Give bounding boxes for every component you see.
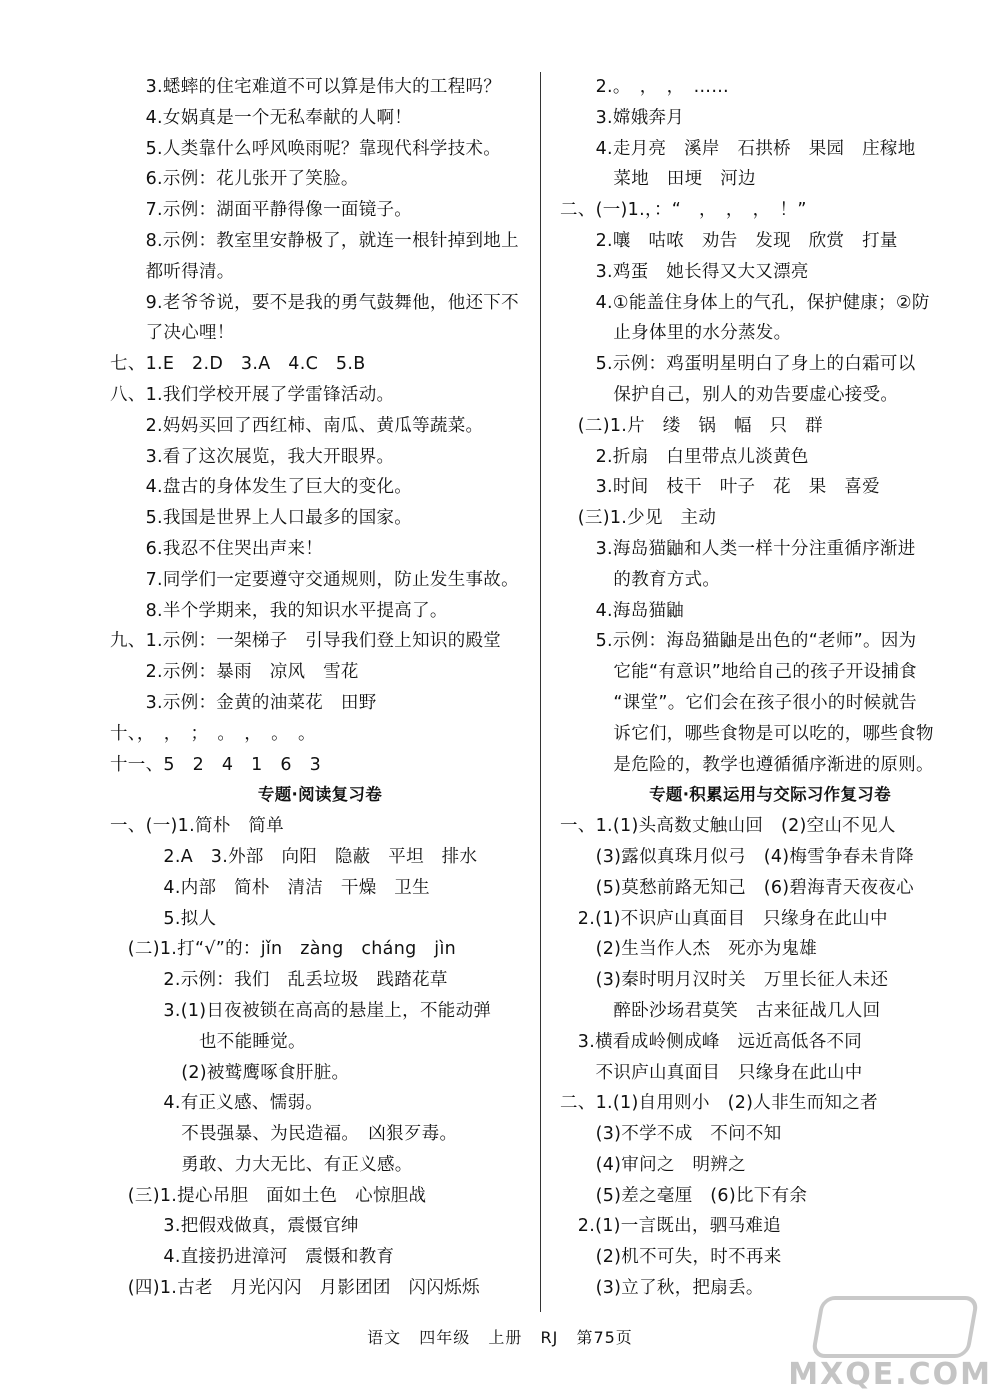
answer-line: (3)秦时明月汉时关 万里长征人未还 <box>560 970 889 991</box>
answer-line: 它能“有意识”地给自己的孩子开设捕食 <box>560 662 917 683</box>
answer-line: 4.①能盖住身体上的气孔，保护健康；②防 <box>560 292 930 313</box>
answer-line: 保护自己，别人的劝告要虚心接受。 <box>560 384 899 405</box>
answer-line: (3)露似真珠月似弓 (4)梅雪争春未肯降 <box>560 846 914 867</box>
answer-line: 5.我国是世界上人口最多的国家。 <box>110 508 413 529</box>
answer-line: (5)差之毫厘 (6)比下有余 <box>560 1185 808 1206</box>
answer-line: 十、， ， ； 。 ， 。 。 <box>110 723 316 744</box>
answer-line: 2.示例：暴雨 凉风 雪花 <box>110 662 359 683</box>
footer-page-number: 第75页 <box>576 1328 633 1347</box>
answer-line: (3)不学不成 不问不知 <box>560 1124 782 1145</box>
answer-line: 的教育方式。 <box>560 569 721 590</box>
answer-line: 专题·积累运用与交际习作复习卷 <box>649 785 891 805</box>
answer-line: 3.横看成岭侧成峰 远近高低各不同 <box>560 1031 863 1052</box>
answer-line: 是危险的，教学也遵循循序渐进的原则。 <box>560 754 934 775</box>
footer-edition: RJ <box>540 1328 559 1347</box>
answer-line: 3.把假戏做真，震慑官绅 <box>110 1216 359 1237</box>
answer-line: 2.折扇 白里带点儿淡黄色 <box>560 446 809 467</box>
answer-line: 8.半个学期来，我的知识水平提高了。 <box>110 600 448 621</box>
watermark-text: MXQE.COM <box>788 1357 992 1392</box>
answer-line: 4.直接扔进漳河 震慑和教育 <box>110 1247 395 1268</box>
answer-line: 了决心哩！ <box>110 323 235 344</box>
answer-line: (3)立了秋，把扇丢。 <box>560 1278 764 1299</box>
answer-line: 菜地 田埂 河边 <box>560 169 756 190</box>
answer-line: 不识庐山真面目 只缘身在此山中 <box>560 1062 863 1083</box>
answer-line: 2.嚷 咕哝 劝告 发现 欣赏 打量 <box>560 230 898 251</box>
answer-line: 二、(一)1.，：“ ， ， ， ！” <box>560 200 807 221</box>
answer-line: 一、1.(1)头高数丈触山回 (2)空山不见人 <box>560 816 896 837</box>
answer-line: 2.(1)一言既出，驷马难追 <box>560 1216 781 1237</box>
answer-line: (三)1.少见 主动 <box>560 508 717 529</box>
answer-line: 专题·阅读复习卷 <box>257 785 383 805</box>
answer-line: (4)审问之 明辨之 <box>560 1154 746 1175</box>
answer-line: 3.海岛猫鼬和人类一样十分注重循序渐进 <box>560 538 916 559</box>
answer-line: 9.老爷爷说，要不是我的勇气鼓舞他，他还下不 <box>110 292 519 313</box>
answer-line: (2)生当作人杰 死亦为鬼雄 <box>560 939 818 960</box>
answer-line: 一、(一)1.简朴 简单 <box>110 816 284 837</box>
answer-line: 3.鸡蛋 她长得又大又漂亮 <box>560 261 809 282</box>
answer-line: (二)1.打“√”的：jǐn zàng cháng jìn <box>110 939 457 960</box>
answer-line: (2)被鹫鹰啄食肝脏。 <box>110 1062 350 1083</box>
answer-line: 不畏强暴、为民造福。 凶狠歹毒。 <box>110 1124 458 1145</box>
answer-line: (二)1.片 缕 锅 幅 只 群 <box>560 415 823 436</box>
answer-line: 6.示例：花儿张开了笑脸。 <box>110 169 359 190</box>
answer-line: (四)1.古老 月光闪闪 月影团团 闪闪烁烁 <box>110 1278 480 1299</box>
answer-line: 4.海岛猫鼬 <box>560 600 685 621</box>
left-column <box>110 72 530 1304</box>
footer-subject: 语文 <box>367 1328 402 1347</box>
answer-line: “课堂”。它们会在孩子很小的时候就告 <box>560 692 917 713</box>
answer-line: 3.(1)日夜被锁在高高的悬崖上，不能动弹 <box>110 1000 492 1021</box>
answer-line: 2.A 3.外部 向阳 隐蔽 平坦 排水 <box>110 846 478 867</box>
answer-line: 7.示例：湖面平静得像一面镜子。 <box>110 200 413 221</box>
answer-line: 八、1.我们学校开展了学雷锋活动。 <box>110 384 395 405</box>
answer-line: 4.有正义感、懦弱。 <box>110 1093 324 1114</box>
answer-line: 二、1.(1)自用则小 (2)人非生而知之者 <box>560 1093 878 1114</box>
answer-line: 2.妈妈买回了西红柿、南瓜、黄瓜等蔬菜。 <box>110 415 484 436</box>
answer-line: 十一、5 2 4 1 6 3 <box>110 754 322 775</box>
answer-line: 8.示例：教室里安静极了，就连一根针掉到地上 <box>110 230 519 251</box>
watermark-logo <box>788 1296 992 1392</box>
answer-line: 醉卧沙场君莫笑 古来征战几人回 <box>560 1000 881 1021</box>
right-column <box>560 72 980 1304</box>
answer-line: 4.盘古的身体发生了巨大的变化。 <box>110 477 413 498</box>
answer-line: 2.。 ， ， …… <box>560 77 730 97</box>
answer-line: 5.示例：鸡蛋明星明白了身上的白霜可以 <box>560 354 916 375</box>
answer-line: 3.嫦娥奔月 <box>560 107 685 128</box>
answer-line: (三)1.提心吊胆 面如土色 心惊胆战 <box>110 1185 427 1206</box>
watermark-stamp-icon <box>811 1296 980 1358</box>
answer-line: 诉它们，哪些食物是可以吃的，哪些食物 <box>560 723 934 744</box>
answer-line: 止身体里的水分蒸发。 <box>560 323 792 344</box>
answer-line: 3.蟋蟀的住宅难道不可以算是伟大的工程吗？ <box>110 77 502 97</box>
answer-line: 都听得清。 <box>110 261 235 282</box>
answer-line: 7.同学们一定要遵守交通规则，防止发生事故。 <box>110 569 519 590</box>
answer-line: 4.女娲真是一个无私奉献的人啊！ <box>110 107 413 128</box>
answer-line: 勇敢、力大无比、有正义感。 <box>110 1154 413 1175</box>
answer-line: (5)莫愁前路无知己 (6)碧海青天夜夜心 <box>560 877 914 898</box>
answer-line: 3.时间 枝干 叶子 花 果 喜爱 <box>560 477 880 498</box>
answer-line: (2)机不可失，时不再来 <box>560 1247 782 1268</box>
answer-line: 3.示例：金黄的油菜花 田野 <box>110 692 377 713</box>
column-divider <box>540 72 541 1312</box>
answer-line: 5.拟人 <box>110 908 217 929</box>
answer-line: 3.看了这次展览，我大开眼界。 <box>110 446 395 467</box>
answer-line: 也不能睡觉。 <box>110 1031 306 1052</box>
answer-line: 4.内部 简朴 清洁 干燥 卫生 <box>110 877 430 898</box>
footer-grade: 四年级 <box>419 1328 471 1347</box>
answer-line: 4.走月亮 溪岸 石拱桥 果园 庄稼地 <box>560 138 916 159</box>
answer-line: 2.(1)不识庐山真面目 只缘身在此山中 <box>560 908 888 929</box>
answer-line: 6.我忍不住哭出声来！ <box>110 538 324 559</box>
answer-line: 九、1.示例：一架梯子 引导我们登上知识的殿堂 <box>110 631 502 652</box>
answer-line: 2.示例：我们 乱丢垃圾 践踏花草 <box>110 970 448 991</box>
answer-line: 5.人类靠什么呼风唤雨呢？靠现代科学技术。 <box>110 138 502 159</box>
answer-line: 七、1.E 2.D 3.A 4.C 5.B <box>110 354 366 375</box>
footer-volume: 上册 <box>488 1328 523 1347</box>
answer-line: 5.示例：海岛猫鼬是出色的“老师”。因为 <box>560 631 917 652</box>
